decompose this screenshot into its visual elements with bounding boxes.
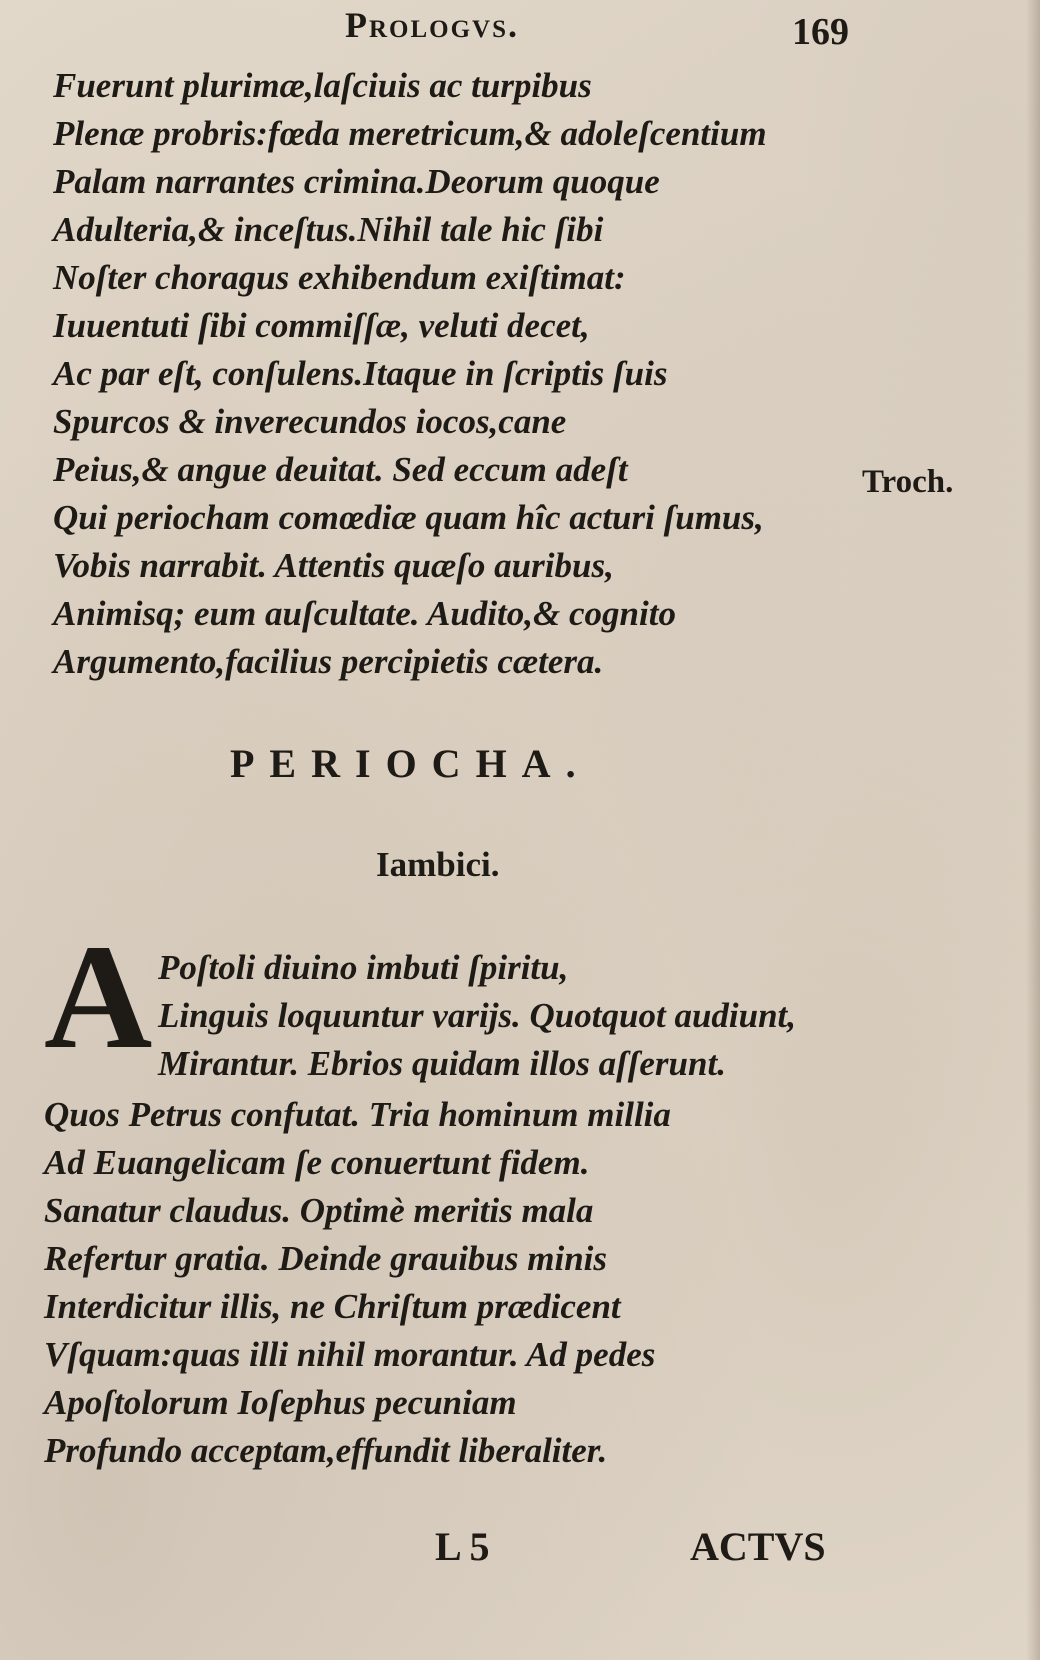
section-title: PERIOCHA. [230,741,591,786]
verse-line: Apoſtolorum Ioſephus pecuniam [44,1383,517,1422]
verse-line: Mirantur. Ebrios quidam illos aſſerunt. [158,1044,726,1083]
verse-line: Peius,& angue deuitat. Sed eccum adeſt [53,450,628,489]
page-number: 169 [792,11,849,53]
verse-line: Linguis loquuntur varijs. Quotquot audiunt, [158,996,797,1035]
verse-line: Iuuentuti ſibi commiſſæ, veluti decet, [53,306,590,345]
verse-line: Vobis narrabit. Attentis quæſo auribus, [53,546,614,585]
verse-line: Sanatur claudus. Optimè meritis mala [44,1191,594,1230]
verse-line: Interdicitur illis, ne Chriſtum prædicent [44,1287,621,1326]
verse-line: Adulteria,& inceſtus.Nihil tale hic ſibi [53,210,604,249]
verse-line: Spurcos & inverecundos iocos,cane [53,402,567,441]
running-head: Prologvs. [345,5,520,45]
marginal-note: Troch. [862,464,954,500]
verse-line: Fuerunt plurimæ,laſciuis ac turpibus [53,66,592,105]
verse-line: Refertur gratia. Deinde grauibus minis [44,1239,608,1278]
verse-line: Profundo acceptam,effundit liberaliter. [44,1431,608,1470]
verse-line: Poſtoli diuino imbuti ſpiritu, [158,948,569,987]
meter-heading: Iambici. [376,845,500,884]
verse-line: Argumento,facilius percipietis cætera. [53,642,604,681]
signature-mark: L 5 [435,1524,490,1569]
prologue-verse [53,62,813,686]
verse-line: Qui periocham comœdiæ quam hîc acturi ſumus, [53,498,764,537]
verse-line: Animisq; eum auſcultate. Audito,& cognito [53,594,676,633]
verse-line: Noſter choragus exhibendum exiſtimat: [53,258,626,297]
page-edge-shadow [1026,0,1040,1660]
drop-cap-initial: A [44,914,153,1080]
verse-line: Vſquam:quas illi nihil morantur. Ad pedes [44,1335,656,1374]
periocha-indented-lines [158,944,858,1088]
periocha-verse [44,1091,764,1475]
verse-line: Palam narrantes crimina.Deorum quoque [53,162,660,201]
verse-line: Ad Euangelicam ſe conuertunt fidem. [44,1143,590,1182]
verse-line: Quos Petrus confutat. Tria hominum millia [44,1095,671,1134]
verse-line: Ac par eſt, conſulens.Itaque in ſcriptis ſuis [53,354,668,393]
catchword: ACTVS [690,1524,826,1569]
verse-line: Plenæ probris:fœda meretricum,& adoleſcentium [53,114,767,153]
